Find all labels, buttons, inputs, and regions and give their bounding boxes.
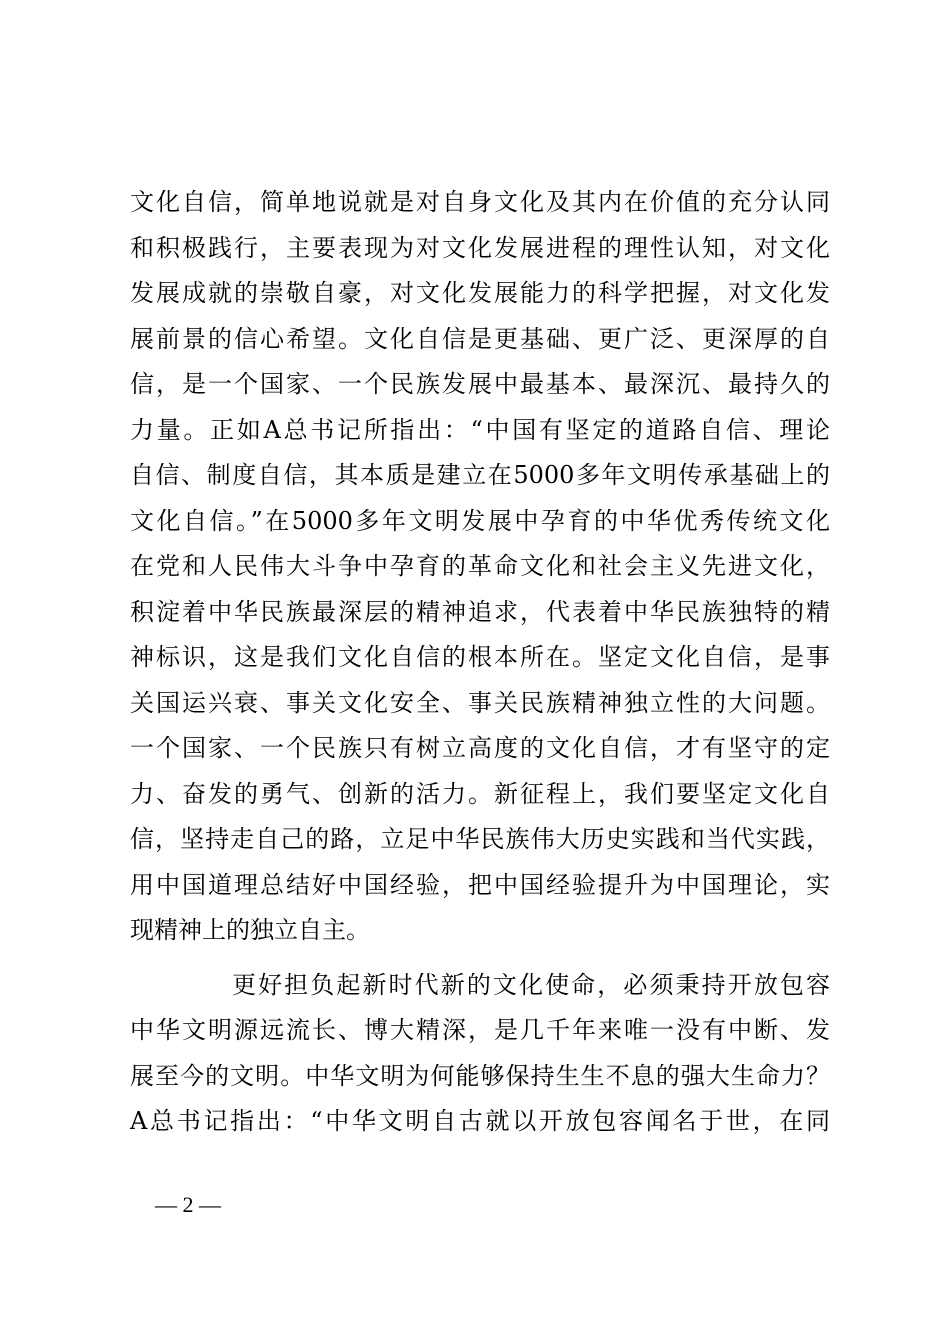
- text-line: 自信、制度自信，其本质是建立在5000多年文明传承基础上的: [130, 461, 830, 489]
- text-line: 信，是一个国家、一个民族发展中最基本、最深沉、最持久的: [130, 370, 830, 398]
- text-line: 信，坚持走自己的路，立足中华民族伟大历史实践和当代实践，: [130, 825, 830, 853]
- paragraph-gap: [130, 954, 830, 963]
- text-line: 和积极践行，主要表现为对文化发展进程的理性认知，对文化: [130, 233, 830, 262]
- text-line: A总书记指出：“中华文明自古就以开放包容闻名于世，在同: [130, 1107, 830, 1135]
- text-line: 一个国家、一个民族只有树立高度的文化自信，才有坚守的定: [130, 734, 830, 762]
- text-line: 发展成就的崇敬自豪，对文化发展能力的科学把握，对文化发: [130, 279, 830, 307]
- page-number: — 2 —: [155, 1192, 221, 1217]
- text-line: 展前景的信心希望。文化自信是更基础、更广泛、更深厚的自: [130, 324, 830, 353]
- text-line: 文化自信。”在5000多年文明发展中孕育的中华优秀传统文化: [130, 506, 830, 535]
- paragraph-1: [130, 180, 830, 954]
- body-text: [130, 180, 830, 1145]
- text-line: 用中国道理总结好中国经验，把中国经验提升为中国理论，实: [130, 870, 830, 899]
- text-line: 现精神上的独立自主。: [130, 916, 370, 944]
- text-line: 中华文明源远流长、博大精深，是几千年来唯一没有中断、发: [130, 1016, 830, 1044]
- section-heading-line: 更好担负起新时代新的文化使命，必须秉持开放包容: [232, 970, 830, 999]
- paragraph-2: [130, 963, 830, 1145]
- text-line: 力量。正如A总书记所指出：“中国有坚定的道路自信、理论: [130, 415, 830, 444]
- text-line: 文化自信，简单地说就是对自身文化及其内在价值的充分认同: [130, 188, 830, 216]
- text-line: 在党和人民伟大斗争中孕育的革命文化和社会主义先进文化，: [130, 552, 830, 580]
- text-line: 展至今的文明。中华文明为何能够保持生生不息的强大生命力？: [130, 1061, 830, 1090]
- text-line: 积淀着中华民族最深层的精神追求，代表着中华民族独特的精: [130, 597, 830, 626]
- text-line: 关国运兴衰、事关文化安全、事关民族精神独立性的大问题。: [130, 688, 830, 717]
- text-line: 力、奋发的勇气、创新的活力。新征程上，我们要坚定文化自: [130, 779, 830, 808]
- text-line: 神标识，这是我们文化自信的根本所在。坚定文化自信，是事: [130, 643, 830, 671]
